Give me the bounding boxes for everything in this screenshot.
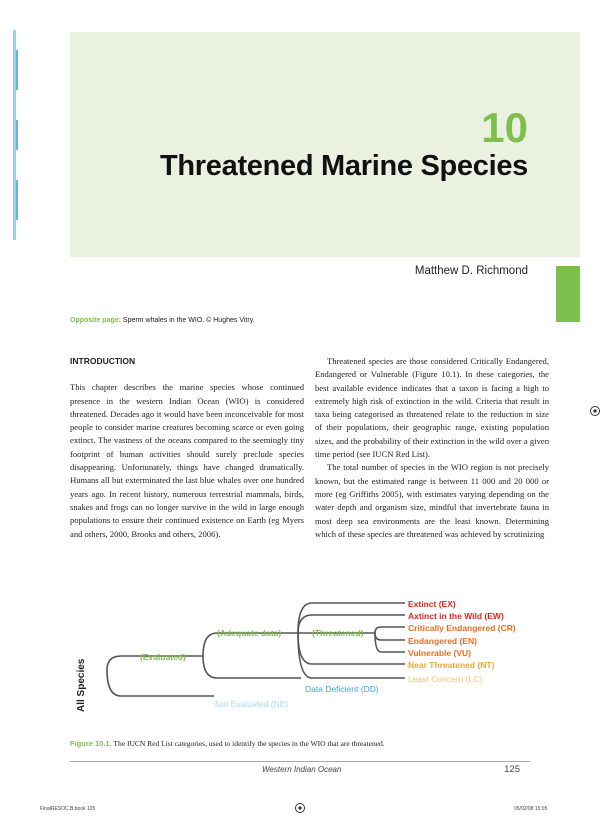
chapter-title: Threatened Marine Species bbox=[159, 150, 528, 182]
footer-journal-title: Western Indian Ocean bbox=[262, 765, 342, 774]
label-adequate-data: (Adequate data) bbox=[217, 628, 282, 638]
footer-rule bbox=[70, 761, 530, 762]
label-least-concern: Least Concern (LC) bbox=[408, 674, 483, 684]
label-extinct-wild: Axtinct in the Wild (EW) bbox=[408, 611, 504, 621]
body-paragraph-1: Threatened species are those considered Critically Endangered, Endangered or Vulnerable (Figure 10.1). In these categories, the best available evidence indicates that a taxon is facing a high to extremely high risk of extinction in the wild. Criteria that result in taxa being categorised as threatened relate to the reduction in size of their populations, their geographic range, existing population sizes, and the probability of their extinction in the wild over a given time period (see IUCN Red List). bbox=[315, 356, 549, 460]
branch-vulnerable bbox=[375, 633, 405, 652]
section-heading: INTRODUCTION bbox=[70, 356, 136, 366]
body-paragraph-2: The total number of species in the WIO region is not precisely known, but the estimated range is between 11 000 and 20 000 or more (eg Griffiths 2005), with estimates varying depending on the water depth and organism size, mindful that invertebrate fauna in most deep sea environments are the least known. Determining which of these species are threatened was achieved by scrutinizing bbox=[315, 462, 549, 539]
figure-caption-text: The IUCN Red List categories, used to identify the species in the WIO that are threatened. bbox=[111, 739, 385, 748]
caption-text: Sperm whales in the WIO. © Hughes Vitry. bbox=[120, 317, 255, 324]
print-slug-left: FinalRESOC.B.book 125 bbox=[40, 806, 96, 812]
caption-label: Opposite page: bbox=[70, 317, 121, 324]
print-slug-right: 05/02/08 15:05 bbox=[514, 806, 548, 812]
iucn-category-tree bbox=[70, 590, 540, 725]
label-all-species: All Species bbox=[76, 658, 87, 712]
label-vulnerable: Vulnerable (VU) bbox=[408, 648, 471, 658]
label-not-evaluated: Not Evaluated (NE) bbox=[215, 699, 289, 709]
figure-caption bbox=[70, 739, 385, 748]
registration-mark-icon bbox=[590, 406, 600, 416]
label-evaluated: (Evaluated) bbox=[140, 652, 186, 662]
chapter-author: Matthew D. Richmond bbox=[414, 265, 528, 277]
branch-not-evaluated bbox=[107, 670, 214, 696]
label-endangered: Endangered (EN) bbox=[408, 636, 477, 646]
branch-endangered bbox=[375, 633, 405, 640]
branch-critically-endangered bbox=[375, 627, 405, 633]
label-near-threatened: Near Threatened (NT) bbox=[408, 660, 495, 670]
chapter-tab-marker bbox=[556, 266, 580, 322]
opening-photo-caption bbox=[70, 317, 255, 324]
branch-data-deficient bbox=[203, 656, 301, 678]
label-extinct: Extinct (EX) bbox=[408, 599, 456, 609]
page-number: 125 bbox=[504, 764, 520, 775]
label-threatened: (Threatened) bbox=[312, 628, 364, 638]
chapter-number: 10 bbox=[481, 104, 528, 151]
label-data-deficient: Data Deficient (DD) bbox=[305, 684, 379, 694]
left-column bbox=[70, 355, 304, 541]
registration-mark-icon bbox=[295, 803, 305, 813]
intro-paragraph: This chapter describes the marine species whose continued presence in the western Indian Ocean (WIO) is considered threatened. Decades ago it would have been inconceivable for most people to consider marine creatures becoming scarce or even going extinct. The vastness of the oceans compared to the seemingly tiny footprint of human activities should surely preclude species disappearing. Unfortunately, things have changed dramatically. Humans all but exterminated the last blue whales over one hundred years ago. In recent history, numerous terrestrial mammals, birds, snakes and frogs can no longer survive in the wild in large enough populations to ensure their continued existence on Earth (eg Myers and others, 2000, Brooks and others, 2006). bbox=[70, 382, 304, 539]
side-color-strip bbox=[13, 30, 19, 240]
label-critically-endangered: Critically Endangered (CR) bbox=[408, 623, 516, 633]
right-column bbox=[315, 355, 549, 541]
figure-caption-label: Figure 10.1. bbox=[70, 739, 112, 748]
